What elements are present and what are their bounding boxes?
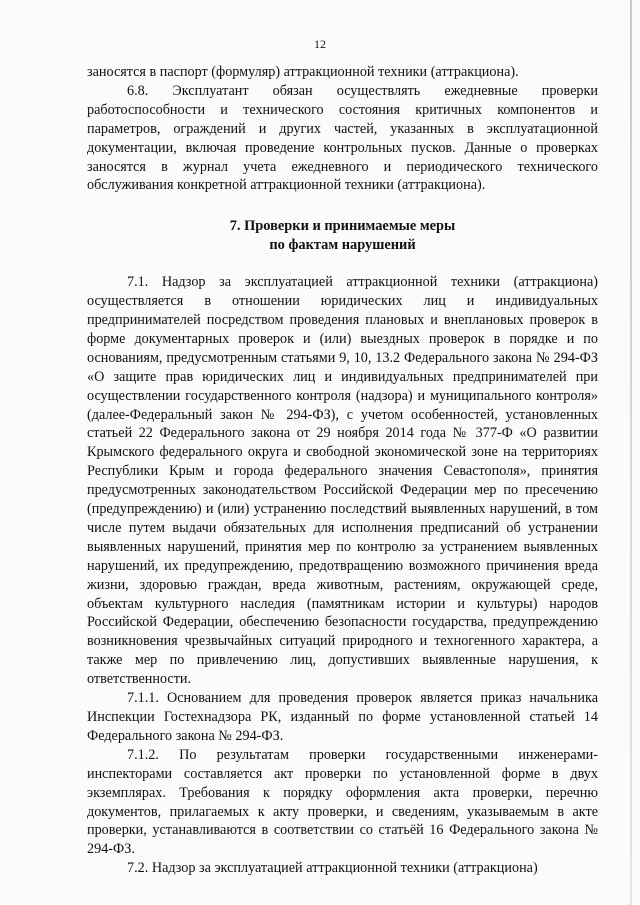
paragraph-7-1-1: 7.1.1. Основанием для проведения проверок является приказ начальника Инспекции Гостехнадзора РК, изданный по форме установленной статьей 14 Федерального закона № 294-ФЗ. — [87, 690, 598, 744]
section-heading — [87, 217, 598, 255]
paragraph-6-8: 6.8. Эксплуатант обязан осуществлять ежедневные проверки работоспособности и технического состояния критичных компонентов и параметров, ограждений и других частей, указанных в эксплуатационной документации, включая проведение контрольных пусков. Данные о проверках заносятся в журнал учета ежедневного и периодического технического обслуживания конкретной аттракционной техники (аттракциона). — [87, 82, 598, 194]
paragraph-7-2: 7.2. Надзор за эксплуатацией аттракционной техники (аттракциона) — [127, 860, 538, 877]
scan-edge-shadow — [630, 0, 632, 905]
paragraph-7-1: 7.1. Надзор за эксплуатацией аттракционной техники (аттракциона) осуществляется в отношении юридических лиц и индивидуальных предпринимателей посредством проведения плановых и внеплановых проверок в форме документарных проверок и (или) выездных проверок в порядке и по основаниям, предусмотренным статьями 9, 10, 13.2 Федерального закона № 294-ФЗ «О защите прав юридических лиц и индивидуальных предпринимателей при осуществлении государственного контроля (надзора) и муниципального контроля» (далее-Федеральный закон № 294-ФЗ), с учетом особенностей, установленных статьей 22 Федерального закона от 29 ноября 2014 года № 377-Ф «О развитии Крымского федерального округа и свободной экономической зоне на территориях Республики Крым и города федерального значения Севастополя», принятия предусмотренных законодательством Российской Федерации мер по пресечению (предупреждению) и (или) устранению последствий выявленных нарушений, в том числе путем выдачи обязательных для исполнения предписаний об устранении выявленных нарушений, принятия мер по контролю за устранением выявленных нарушений, их предупреждению, предотвращению возможного причинения вреда жизни, здоровью граждан, вреда животным, растениям, окружающей среде, объектам культурного наследия (памятникам истории и культуры) народов Российской Федерации, обеспечению безопасности государства, предупреждению возникновения чрезвычайных ситуаций природного и техногенного характера, а также мер по привлечению лиц, допустивших выявленные нарушения, к ответственности. — [87, 274, 598, 688]
document-body — [87, 63, 598, 878]
paragraph-7-1-2: 7.1.2. По результатам проверки государственными инженерами-инспекторами составляется акт проверки по установленной форме в двух экземплярах. Требования к порядку оформления акта проверки, перечню документов, прилагаемых к акту проверки, и сведениям, указываемым в акте проверки, устанавливаются в соответствии со статьёй 16 Федерального закона № 294-ФЗ. — [87, 746, 598, 858]
paragraph-continuation: заносятся в паспорт (формуляр) аттракционной техники (аттракциона). — [87, 64, 519, 80]
section-heading-line2: по фактам нарушений — [269, 237, 416, 254]
section-heading-line1: 7. Проверки и принимаемые меры — [229, 218, 456, 235]
page-number: 12 — [314, 37, 326, 51]
